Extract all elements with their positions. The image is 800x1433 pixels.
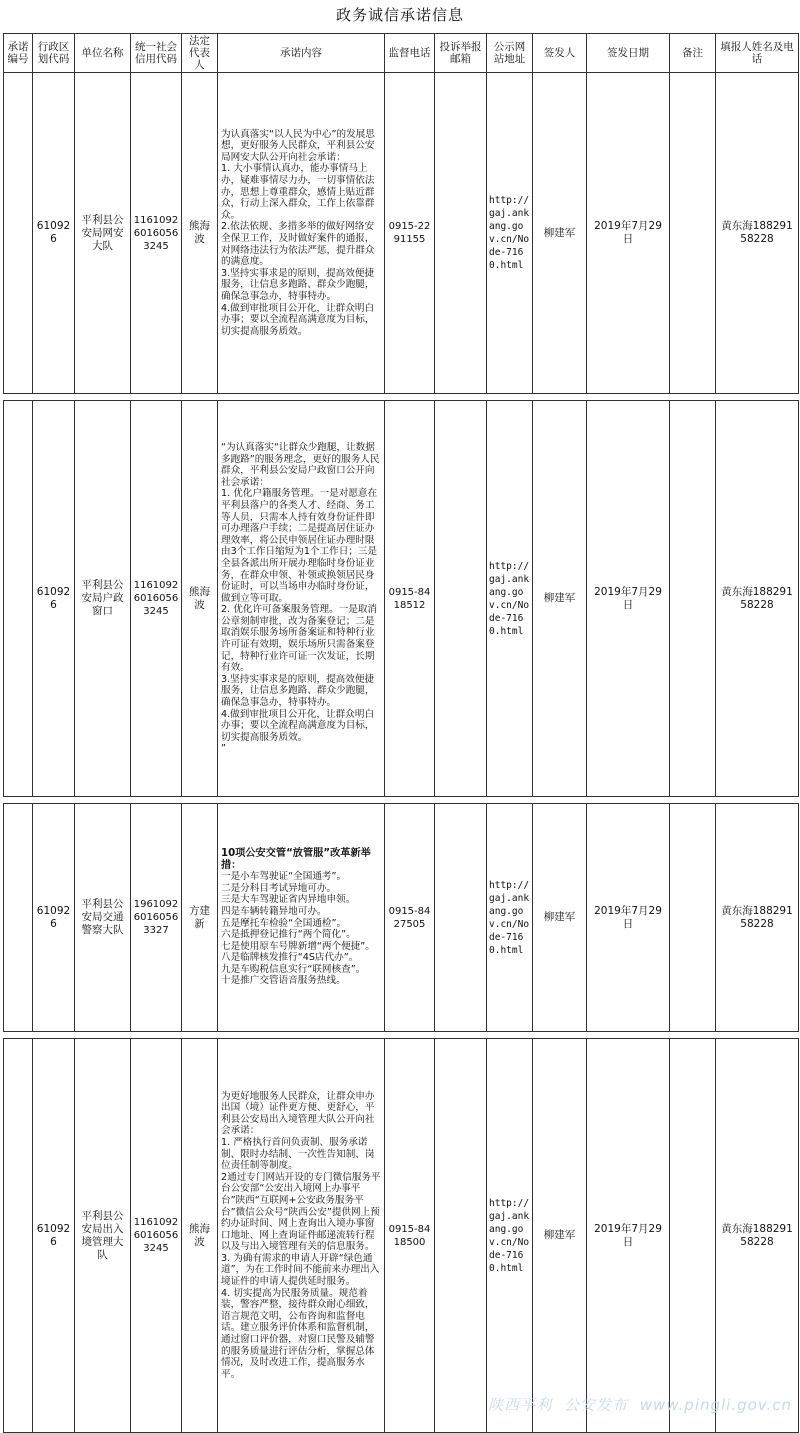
cell-area-code: 610926 — [33, 401, 75, 797]
content-line: 四是车辆转籍异地可办。 — [221, 905, 327, 917]
cell-filler: 黄东海18829158228 — [716, 804, 799, 1032]
cell-email — [435, 1039, 487, 1433]
site-watermark — [482, 1394, 792, 1415]
cell-unit: 平利县公安局网安大队 — [75, 73, 131, 394]
cell-area-code: 610926 — [33, 804, 75, 1032]
cell-email — [435, 804, 487, 1032]
content-line: “为认真落实“让群众少跑腿，让数据多跑路”的服务理念，更好的服务人民群众，平利县公安局户政窗口公开向社会承诺： — [221, 441, 380, 488]
cell-content — [218, 401, 385, 797]
content-line: 1. 优化户籍服务管理。一是对愿意在平利县落户的各类人才、经商、务工等人员，只需本人持有效身份证件即可办理落户手续；二是提高居住证办理效率，将公民申领居住证办理时限由3个工作日缩短为1个工作日；三是全县各派出所开展办理临时身份证业务，在群众申领、补领或换领居民身份证时，可以当场申办临时身份证，做到立等可取。 — [221, 488, 378, 604]
content-line: 4. 切实提高为民服务质量。规范着装，警容严整，接待群众耐心细致，语言规范文明，公布咨询和监督电话。建立服务评价体系和监督机制，通过窗口评价器，对窗口民警及辅警的服务质量进行评估分析，掌握总体情况，及时改进工作，提高服务水平。 — [221, 1287, 375, 1380]
header-date: 签发日期 — [587, 34, 670, 73]
cell-content — [218, 1039, 385, 1433]
header-signer: 签发人 — [533, 34, 587, 73]
table-row — [4, 1039, 799, 1433]
row-gap — [4, 394, 799, 401]
header-phone: 监督电话 — [385, 34, 435, 73]
cell-unit: 平利县公安局交通警察大队 — [75, 804, 131, 1032]
cell-credit-code: 196109260160563327 — [131, 804, 182, 1032]
content-title: 10项公安交管“放管服”改革新举措： — [221, 847, 371, 871]
cell-credit-code: 116109260160563245 — [131, 1039, 182, 1433]
cell-url-link[interactable]: http://gaj.ankang.gov.cn/Node-7160.html — [487, 1039, 533, 1433]
cell-credit-code: 116109260160563245 — [131, 73, 182, 394]
cell-unit: 平利县公安局出入境管理大队 — [75, 1039, 131, 1433]
cell-filler: 黄东海18829158228 — [716, 401, 799, 797]
cell-signer: 柳建军 — [533, 1039, 587, 1433]
content-line: 2.依法依规、多措多举的做好网络安全保卫工作，及时做好案件的通报，对网络违法行为依法严惩，提升群众的满意度。 — [221, 221, 375, 268]
cell-phone: 0915-2291155 — [385, 73, 435, 394]
table-row — [4, 73, 799, 394]
header-url: 公示网站地址 — [487, 34, 533, 73]
header-filler: 填报人姓名及电话 — [716, 34, 799, 73]
header-area-code: 行政区划代码 — [33, 34, 75, 73]
cell-area-code: 610926 — [33, 1039, 75, 1433]
header-content: 承诺内容 — [218, 34, 385, 73]
table-row — [4, 401, 799, 797]
header-rep: 法定代表人 — [182, 34, 218, 73]
content-line: 3.坚持实事求是的原则，提高效便捷服务，让信息多跑路、群众少跑腿，确保急事急办，特事特办。 — [221, 673, 375, 709]
content-line: 3. 为确有需求的申请人开辟“绿色通道”，为在工作时间不能前来办理出入境证件的申请人提供延时服务。 — [221, 1252, 380, 1288]
content-line: 七是使用原车号牌新增“两个便捷”。 — [221, 940, 375, 952]
cell-phone: 0915-8427505 — [385, 804, 435, 1032]
cell-area-code: 610926 — [33, 73, 75, 394]
content-line: 一是小车驾驶证“全国通考”。 — [221, 871, 347, 883]
watermark-text: 公安发布 — [563, 1396, 628, 1414]
cell-url-link[interactable]: http://gaj.ankang.gov.cn/Node-7160.html — [487, 73, 533, 394]
cell-note — [670, 1039, 716, 1433]
cell-filler: 黄东海18829158228 — [716, 73, 799, 394]
cell-email — [435, 73, 487, 394]
cell-signer: 柳建军 — [533, 401, 587, 797]
header-email: 投诉举报邮箱 — [435, 34, 487, 73]
content-line: 为认真落实“以人民为中心”的发展思想，更好服务人民群众，平利县公安局网安大队公开向社会承诺： — [221, 128, 375, 163]
content-line: 三是大车驾驶证省内异地申领。 — [221, 894, 356, 906]
table-row — [4, 804, 799, 1032]
content-line: 五是摩托车检验“全国通检”。 — [221, 917, 347, 929]
content-line: ” — [221, 743, 226, 755]
cell-content — [218, 73, 385, 394]
content-line: 1. 大小事情认真办，能办事情马上办，疑难事情尽力办，一切事情依法办，思想上尊重群众，感情上贴近群众，行动上深入群众，工作上依靠群众。 — [221, 163, 375, 221]
content-line: 九是车购税信息实行“联网核查”。 — [221, 963, 366, 975]
header-credit-code: 统一社会信用代码 — [131, 34, 182, 73]
content-line: 2通过专门网站开设的专门微信服务平台公安部“公安出入境网上办事平台”陕西“互联网+公安政务服务平台”微信公众号“陕西公安”提供网上预约办证时间、网上查询出入境办事窗口地址、网上查询证件邮递流转行程以及与出入境管理有关的信息服务。 — [221, 1171, 381, 1253]
header-unit: 单位名称 — [75, 34, 131, 73]
cell-unit: 平利县公安局户政窗口 — [75, 401, 131, 797]
commitment-table — [3, 33, 799, 1433]
cell-no — [4, 1039, 33, 1433]
cell-date: 2019年7月29日 — [587, 401, 670, 797]
content-line: 十是推广交管语音服务热线。 — [221, 975, 346, 987]
cell-rep: 熊海波 — [182, 73, 218, 394]
cell-no — [4, 73, 33, 394]
content-line: 4.做到审批项目公开化，让群众明白办事；要以全流程高满意度为目标，切实提高服务质效。 — [221, 302, 375, 337]
content-line: 为更好地服务人民群众，让群众申办出国（境）证件更方便、更舒心，平利县公安局出入境管理大队公开向社会承诺： — [221, 1090, 375, 1137]
cell-date: 2019年7月29日 — [587, 804, 670, 1032]
page-title: 政务诚信承诺信息 — [335, 6, 464, 24]
cell-filler: 黄东海18829158228 — [716, 1039, 799, 1433]
cell-content — [218, 804, 385, 1032]
row-gap — [4, 797, 799, 804]
content-line: 2. 优化许可备案服务管理。一是取消公章刻制审批，改为备案登记；二是取消娱乐服务场所备案证和特种行业许可证有效期，娱乐场所只需备案登记，特种行业许可证一次发证，长期有效。 — [221, 604, 378, 674]
header-note: 备注 — [670, 34, 716, 73]
content-line: 八是临牌核发推行“4S店代办”。 — [221, 952, 359, 964]
cell-url-link[interactable]: http://gaj.ankang.gov.cn/Node-7160.html — [487, 401, 533, 797]
cell-credit-code: 116109260160563245 — [131, 401, 182, 797]
cell-phone: 0915-8418512 — [385, 401, 435, 797]
content-line: 4.做到审批项目公开化，让群众明白办事；要以全流程高满意度为目标，切实提高服务质效。 — [221, 708, 375, 743]
cell-email — [435, 401, 487, 797]
table-header-row — [4, 34, 799, 73]
cell-rep: 熊海波 — [182, 1039, 218, 1433]
cell-no — [4, 401, 33, 797]
cell-note — [670, 804, 716, 1032]
cell-url-link[interactable]: http://gaj.ankang.gov.cn/Node-7160.html — [487, 804, 533, 1032]
cell-signer: 柳建军 — [533, 804, 587, 1032]
cell-rep: 方建新 — [182, 804, 218, 1032]
cell-note — [670, 401, 716, 797]
content-line: 二是分科目考试异地可办。 — [221, 882, 337, 894]
cell-date: 2019年7月29日 — [587, 1039, 670, 1433]
cell-note — [670, 73, 716, 394]
watermark-text: 陕西平利 — [488, 1396, 553, 1414]
cell-signer: 柳建军 — [533, 73, 587, 394]
row-gap — [4, 1032, 799, 1039]
cell-phone: 0915-8418500 — [385, 1039, 435, 1433]
header-no: 承诺编号 — [4, 34, 33, 73]
cell-date: 2019年7月29日 — [587, 73, 670, 394]
cell-no — [4, 804, 33, 1032]
content-line: 1. 严格执行首问负责制、服务承诺制、限时办结制、一次性告知制、岗位责任制等制度。 — [221, 1136, 375, 1172]
watermark-text: www.pingli.gov.cn — [639, 1396, 792, 1414]
content-line: 3.坚持实事求是的原则，提高效便捷服务，让信息多跑路、群众少跑腿，确保急事急办，特事特办。 — [221, 267, 375, 302]
content-line: 六是抵押登记推行“两个简化”。 — [221, 929, 356, 941]
cell-rep: 熊海波 — [182, 401, 218, 797]
